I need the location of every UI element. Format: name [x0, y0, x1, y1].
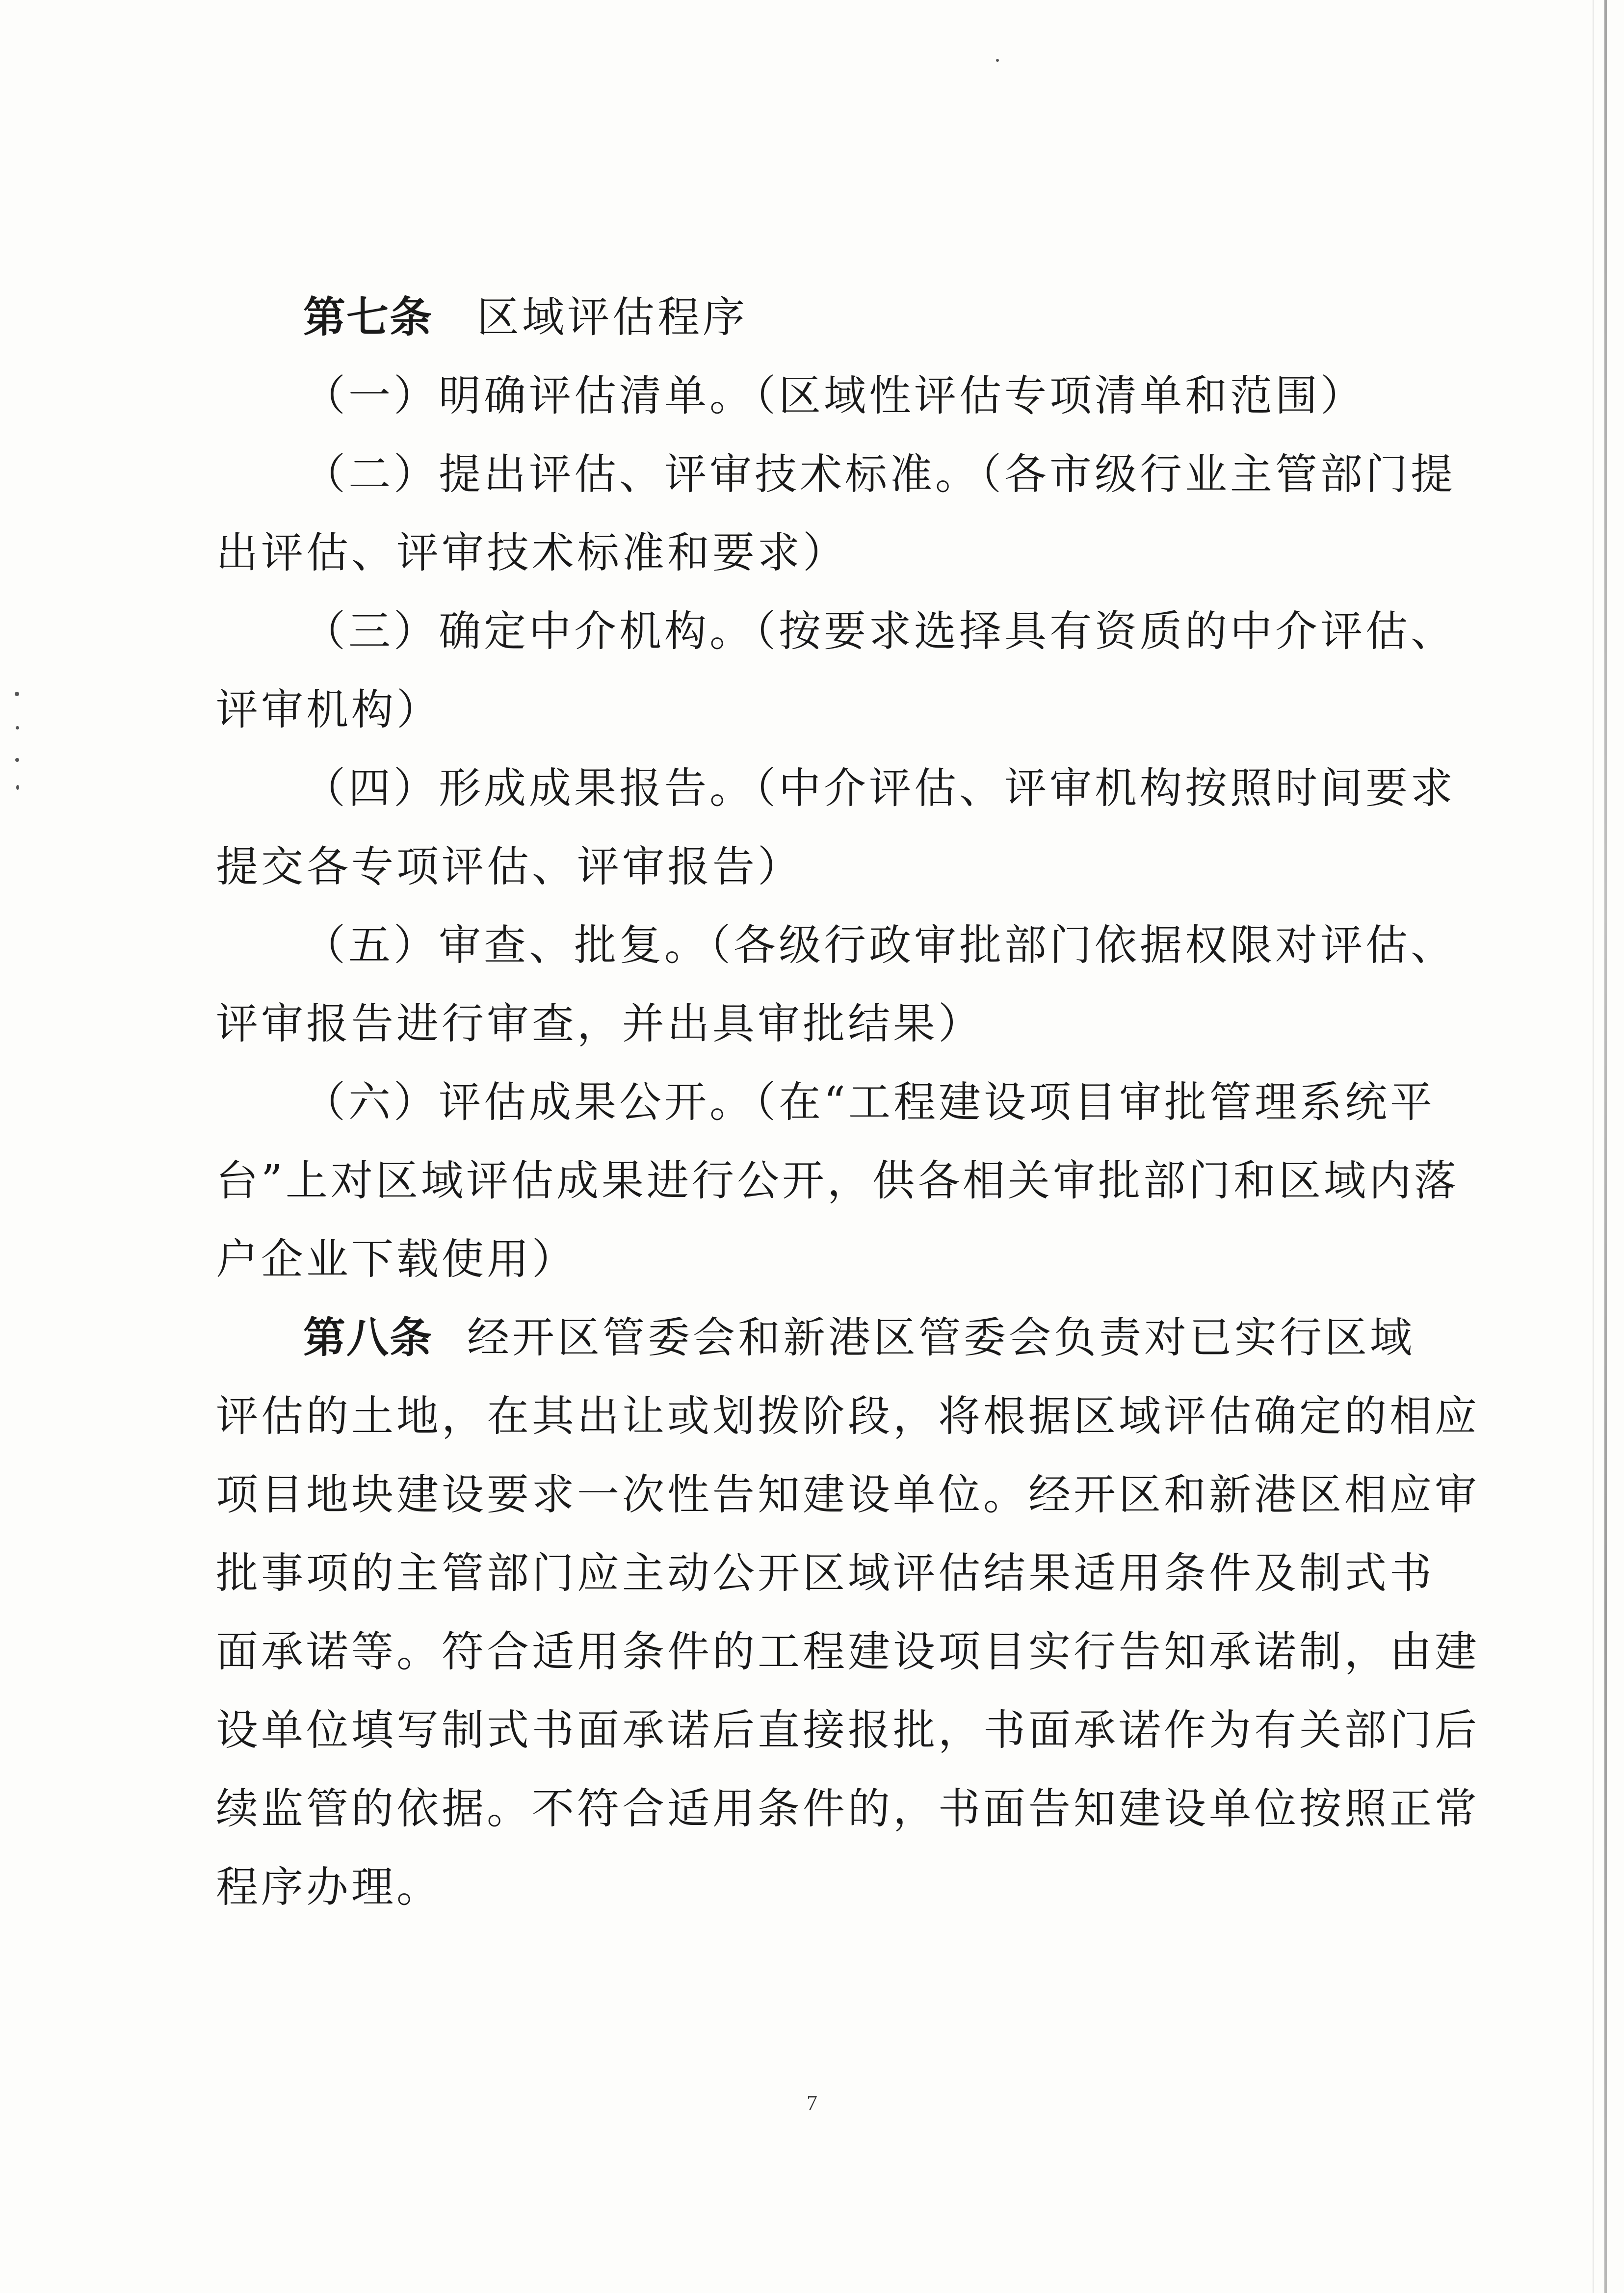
article-7-item-6-cont-1: 台”上对区域评估成果进行公开，供各相关审批部门和区域内落: [216, 1156, 1459, 1205]
article-8-line-8: 程序办理。: [216, 1863, 442, 1912]
article-8-line-2: 评估的土地，在其出让或划拨阶段，将根据区域评估确定的相应: [216, 1392, 1480, 1441]
scan-speck: [16, 785, 19, 790]
scan-speck: [15, 692, 19, 696]
article-8-line-4: 批事项的主管部门应主动公开区域评估结果适用条件及制式书: [216, 1549, 1435, 1598]
article-8-line-7: 续监管的依据。不符合适用条件的，书面告知建设单位按照正常: [216, 1784, 1480, 1833]
scan-edge-line: [1593, 0, 1594, 2293]
page-number: 7: [807, 2091, 817, 2115]
article-7-item-4-cont: 提交各专项评估、评审报告）: [216, 842, 803, 891]
article-7-item-1: （一）明确评估清单。（区域性评估专项清单和范围）: [303, 371, 1365, 420]
article-7-label: 第七条: [303, 292, 433, 342]
article-8-line-5: 面承诺等。符合适用条件的工程建设项目实行告知承诺制，由建: [216, 1627, 1480, 1676]
article-8-line-6: 设单位填写制式书面承诺后直接报批，书面承诺作为有关部门后: [216, 1706, 1480, 1755]
article-8-first-line: [303, 1311, 1415, 1365]
article-8-label: 第八条: [303, 1313, 433, 1362]
article-7-item-2-cont: 出评估、评审技术标准和要求）: [216, 528, 848, 577]
article-7-title: 区域评估程序: [477, 293, 748, 342]
article-7-item-6-cont-2: 户企业下载使用）: [216, 1235, 577, 1284]
article-8-line-3: 项目地块建设要求一次性告知建设单位。经开区和新港区相应审: [216, 1470, 1480, 1519]
article-7-item-5-cont: 评审报告进行审查，并出具审批结果）: [216, 999, 983, 1048]
scan-speck: [16, 726, 19, 730]
scan-speck: [15, 758, 19, 762]
scan-edge-shadow: [1604, 0, 1607, 2293]
article-7-item-6: （六）评估成果公开。（在“工程建设项目审批管理系统平: [303, 1078, 1435, 1127]
article-7-item-3-cont: 评审机构）: [216, 685, 442, 734]
article-7-item-4: （四）形成成果报告。（中介评估、评审机构按照时间要求: [303, 764, 1456, 813]
article-7-item-3: （三）确定中介机构。（按要求选择具有资质的中介评估、: [303, 607, 1456, 656]
article-7-heading-line: [303, 290, 1373, 344]
article-8-text-start: 经开区管委会和新港区管委会负责对已实行区域: [467, 1313, 1415, 1362]
article-7-item-2: （二）提出评估、评审技术标准。（各市级行业主管部门提: [303, 450, 1456, 499]
article-7-item-5: （五）审查、批复。（各级行政审批部门依据权限对评估、: [303, 921, 1456, 970]
scan-speck: [996, 59, 999, 62]
